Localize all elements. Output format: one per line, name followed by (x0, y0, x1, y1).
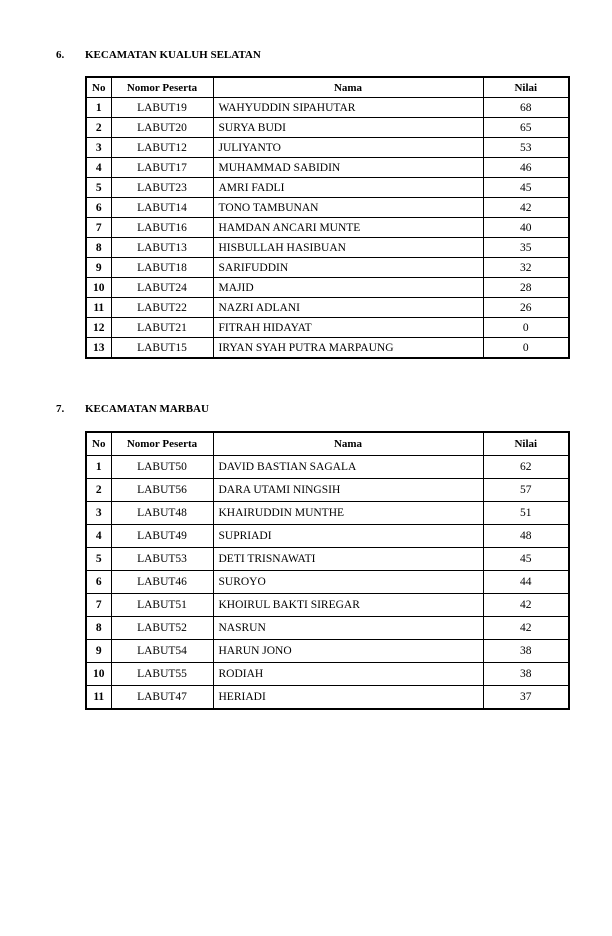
cell-nilai: 53 (483, 138, 569, 158)
section-title: KECAMATAN KUALUH SELATAN (85, 49, 261, 61)
cell-no: 6 (86, 571, 111, 594)
header-nama: Nama (213, 77, 483, 98)
table-row (86, 479, 569, 502)
cell-nama: HAMDAN ANCARI MUNTE (213, 218, 483, 238)
cell-nilai: 37 (483, 686, 569, 710)
cell-nilai: 51 (483, 502, 569, 525)
header-no: No (86, 77, 111, 98)
cell-no: 4 (86, 158, 111, 178)
cell-no: 11 (86, 298, 111, 318)
table-row (86, 298, 569, 318)
cell-nilai: 42 (483, 594, 569, 617)
cell-nama: MUHAMMAD SABIDIN (213, 158, 483, 178)
table-row (86, 502, 569, 525)
cell-nomor-peserta: LABUT54 (111, 640, 213, 663)
cell-nilai: 45 (483, 178, 569, 198)
cell-no: 13 (86, 338, 111, 359)
cell-nomor-peserta: LABUT53 (111, 548, 213, 571)
cell-nama: KHAIRUDDIN MUNTHE (213, 502, 483, 525)
table-row (86, 238, 569, 258)
cell-nilai: 35 (483, 238, 569, 258)
table-row (86, 456, 569, 479)
cell-no: 3 (86, 138, 111, 158)
table-row (86, 548, 569, 571)
cell-nama: AMRI FADLI (213, 178, 483, 198)
cell-no: 3 (86, 502, 111, 525)
table-header-row (86, 77, 569, 98)
cell-no: 2 (86, 479, 111, 502)
cell-no: 10 (86, 663, 111, 686)
cell-nama: DETI TRISNAWATI (213, 548, 483, 571)
cell-nilai: 38 (483, 640, 569, 663)
cell-nilai: 42 (483, 617, 569, 640)
cell-no: 5 (86, 178, 111, 198)
cell-nomor-peserta: LABUT23 (111, 178, 213, 198)
table-row (86, 138, 569, 158)
cell-no: 7 (86, 594, 111, 617)
cell-no: 6 (86, 198, 111, 218)
table-row (86, 571, 569, 594)
cell-nama: DARA UTAMI NINGSIH (213, 479, 483, 502)
cell-nilai: 48 (483, 525, 569, 548)
cell-nama: MAJID (213, 278, 483, 298)
cell-nama: TONO TAMBUNAN (213, 198, 483, 218)
table-body (86, 98, 569, 359)
cell-nomor-peserta: LABUT13 (111, 238, 213, 258)
cell-nama: SARIFUDDIN (213, 258, 483, 278)
section-heading-kualuh-selatan (56, 49, 261, 61)
cell-nomor-peserta: LABUT14 (111, 198, 213, 218)
cell-nama: HARUN JONO (213, 640, 483, 663)
cell-nomor-peserta: LABUT56 (111, 479, 213, 502)
cell-no: 7 (86, 218, 111, 238)
table-row (86, 278, 569, 298)
cell-nomor-peserta: LABUT55 (111, 663, 213, 686)
cell-nama: NASRUN (213, 617, 483, 640)
cell-no: 1 (86, 456, 111, 479)
cell-nilai: 44 (483, 571, 569, 594)
cell-no: 11 (86, 686, 111, 710)
section-number: 6. (56, 49, 65, 61)
table-row (86, 525, 569, 548)
cell-nilai: 42 (483, 198, 569, 218)
cell-nama: SURYA BUDI (213, 118, 483, 138)
cell-no: 10 (86, 278, 111, 298)
cell-nomor-peserta: LABUT50 (111, 456, 213, 479)
cell-no: 2 (86, 118, 111, 138)
cell-nomor-peserta: LABUT15 (111, 338, 213, 359)
cell-nilai: 57 (483, 479, 569, 502)
section-heading-marbau (56, 403, 209, 415)
cell-nama: NAZRI ADLANI (213, 298, 483, 318)
cell-nama: RODIAH (213, 663, 483, 686)
cell-nama: HERIADI (213, 686, 483, 710)
table-row (86, 158, 569, 178)
cell-nomor-peserta: LABUT48 (111, 502, 213, 525)
cell-nilai: 28 (483, 278, 569, 298)
cell-nilai: 46 (483, 158, 569, 178)
cell-nomor-peserta: LABUT22 (111, 298, 213, 318)
cell-nama: HISBULLAH HASIBUAN (213, 238, 483, 258)
header-nama: Nama (213, 432, 483, 456)
table-body (86, 456, 569, 710)
cell-nama: FITRAH HIDAYAT (213, 318, 483, 338)
cell-no: 5 (86, 548, 111, 571)
table-row (86, 686, 569, 710)
cell-nama: SUROYO (213, 571, 483, 594)
cell-nama: IRYAN SYAH PUTRA MARPAUNG (213, 338, 483, 359)
table-header-row (86, 432, 569, 456)
cell-nama: SUPRIADI (213, 525, 483, 548)
table-row (86, 617, 569, 640)
cell-nilai: 0 (483, 318, 569, 338)
table-row (86, 98, 569, 118)
cell-no: 4 (86, 525, 111, 548)
cell-nilai: 32 (483, 258, 569, 278)
header-nomor-peserta: Nomor Peserta (111, 432, 213, 456)
cell-nilai: 62 (483, 456, 569, 479)
cell-nomor-peserta: LABUT16 (111, 218, 213, 238)
cell-nomor-peserta: LABUT49 (111, 525, 213, 548)
header-nomor-peserta: Nomor Peserta (111, 77, 213, 98)
results-table-marbau (85, 431, 570, 710)
table-row (86, 118, 569, 138)
cell-no: 9 (86, 640, 111, 663)
section-number: 7. (56, 403, 65, 415)
cell-nomor-peserta: LABUT52 (111, 617, 213, 640)
cell-nomor-peserta: LABUT12 (111, 138, 213, 158)
cell-nomor-peserta: LABUT47 (111, 686, 213, 710)
cell-nomor-peserta: LABUT24 (111, 278, 213, 298)
cell-nilai: 40 (483, 218, 569, 238)
results-table-kualuh-selatan (85, 76, 570, 359)
cell-nilai: 38 (483, 663, 569, 686)
table-row (86, 338, 569, 359)
cell-nomor-peserta: LABUT20 (111, 118, 213, 138)
cell-nama: JULIYANTO (213, 138, 483, 158)
table-row (86, 198, 569, 218)
table-row (86, 663, 569, 686)
cell-nomor-peserta: LABUT18 (111, 258, 213, 278)
table-row (86, 594, 569, 617)
cell-no: 8 (86, 617, 111, 640)
header-nilai: Nilai (483, 77, 569, 98)
cell-nilai: 45 (483, 548, 569, 571)
cell-nama: KHOIRUL BAKTI SIREGAR (213, 594, 483, 617)
cell-nama: WAHYUDDIN SIPAHUTAR (213, 98, 483, 118)
cell-nilai: 65 (483, 118, 569, 138)
cell-no: 9 (86, 258, 111, 278)
cell-nomor-peserta: LABUT51 (111, 594, 213, 617)
cell-no: 8 (86, 238, 111, 258)
cell-no: 1 (86, 98, 111, 118)
section-title: KECAMATAN MARBAU (85, 403, 209, 415)
table-row (86, 258, 569, 278)
table-row (86, 178, 569, 198)
header-no: No (86, 432, 111, 456)
header-nilai: Nilai (483, 432, 569, 456)
cell-nilai: 68 (483, 98, 569, 118)
cell-nomor-peserta: LABUT17 (111, 158, 213, 178)
cell-nama: DAVID BASTIAN SAGALA (213, 456, 483, 479)
cell-nilai: 26 (483, 298, 569, 318)
cell-nomor-peserta: LABUT46 (111, 571, 213, 594)
table-row (86, 640, 569, 663)
cell-nomor-peserta: LABUT21 (111, 318, 213, 338)
cell-no: 12 (86, 318, 111, 338)
table-row (86, 218, 569, 238)
cell-nilai: 0 (483, 338, 569, 359)
table-row (86, 318, 569, 338)
cell-nomor-peserta: LABUT19 (111, 98, 213, 118)
